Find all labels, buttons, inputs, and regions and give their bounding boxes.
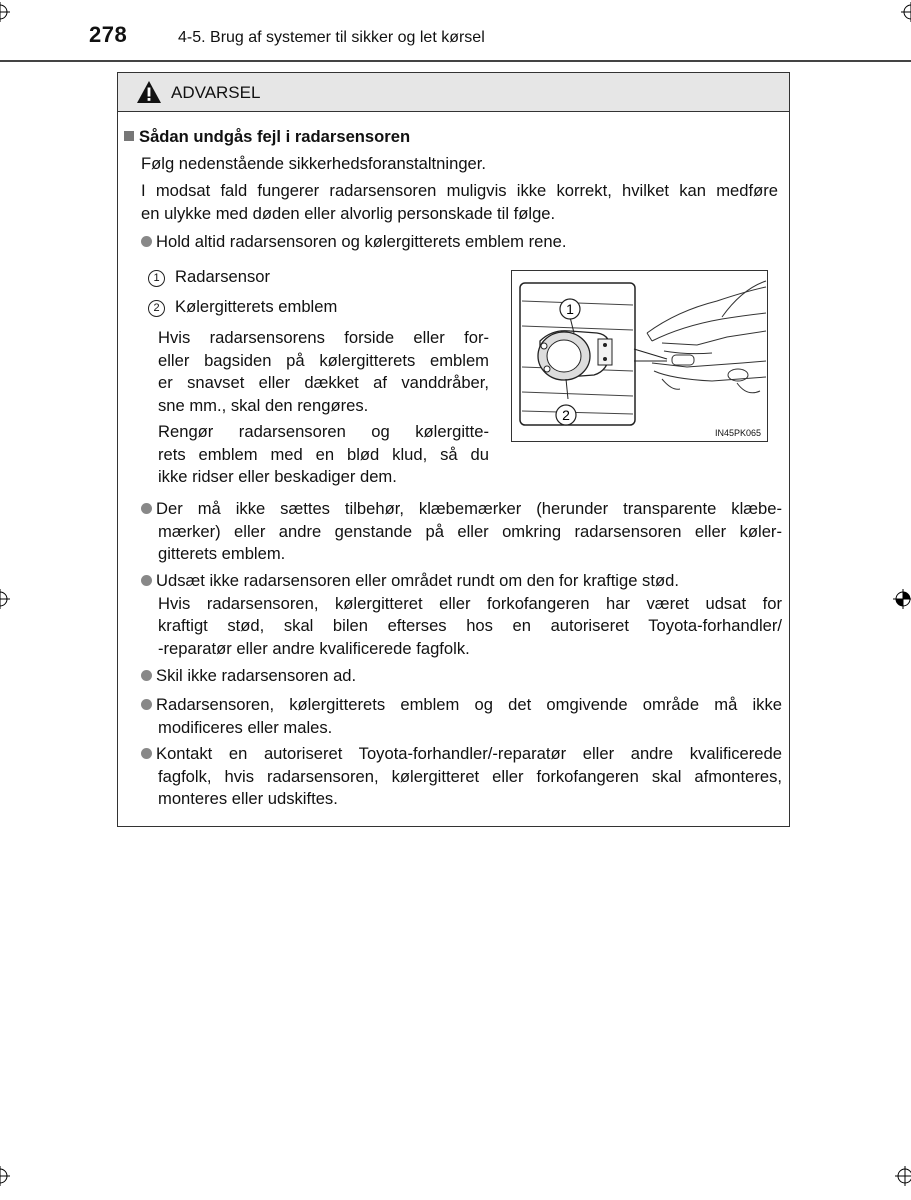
page-number: 278 xyxy=(89,22,128,47)
bullet-item: Kontakt en autoriseret Toyota-forhandler/-reparatør eller andre kvalificerede fagfolk, hvis radarsensoren, kølergitteret eller forkofangeren skal afmonteres, monteres eller udskiftes. xyxy=(141,743,782,811)
registration-mark-icon xyxy=(0,589,10,609)
section-title: 4-5. Brug af systemer til sikker og let kørsel xyxy=(178,29,485,46)
car-front-illustration xyxy=(512,271,767,441)
registration-mark-icon xyxy=(901,2,911,22)
bullet-item: Hold altid radarsensoren og kølergitterets emblem rene. xyxy=(141,231,566,254)
registration-mark-icon xyxy=(0,1166,10,1186)
registration-mark-icon xyxy=(0,2,10,22)
warning-label: ADVARSEL xyxy=(171,83,261,102)
subheading: Sådan undgås fejl i radarsensoren xyxy=(124,126,410,149)
intro-paragraph-2: I modsat fald fungerer radarsensoren muligvis ikke korrekt, hvilket kan medføre en ulykke med døden eller alvorlig personskade til følge. xyxy=(141,181,778,223)
legend-item-2: 2 Kølergitterets emblem xyxy=(148,296,337,319)
warning-header xyxy=(118,73,789,112)
bullet-item: Radarsensoren, kølergitterets emblem og det omgivende område må ikke modificeres eller males. xyxy=(141,694,782,739)
cleaning-paragraph-2: Rengør radarsensoren og kølergitte- rets emblem med en blød klud, så du ikke ridser eller beskadiger dem. xyxy=(158,422,489,487)
bullet-icon xyxy=(141,699,152,710)
warning-triangle-icon xyxy=(136,80,162,104)
bullet-item: Udsæt ikke radarsensoren eller området rundt om den for kraftige stød. Hvis radarsensoren, kølergitteret eller forkofangeren har været udsat for kraftigt stød, skal bilen efterses hos en autoriseret Toyota-forhandler/ -reparatør eller andre kvalificerede fagfolk. xyxy=(141,570,782,660)
square-bullet-icon xyxy=(124,131,134,141)
bullet-icon xyxy=(141,575,152,586)
callout-1-label: 1 xyxy=(566,301,574,317)
legend-item-1: 1 Radarsensor xyxy=(148,266,270,289)
bullet-item: Der må ikke sættes tilbehør, klæbemærker (herunder transparente klæbe- mærker) eller andre genstande på eller omkring radarsensoren eller køler- gitterets emblem. xyxy=(141,498,782,566)
bullet-icon xyxy=(141,503,152,514)
warning-box xyxy=(117,72,790,827)
bullet-item: Skil ikke radarsensoren ad. xyxy=(141,665,356,688)
registration-mark-icon xyxy=(893,589,911,609)
registration-mark-icon xyxy=(895,1166,911,1186)
bullet-icon xyxy=(141,670,152,681)
car-front-drawing xyxy=(647,281,766,393)
header-divider xyxy=(0,60,911,62)
cleaning-paragraph-1: Hvis radarsensorens forside eller for- eller bagsiden på kølergitterets emblem er snavset eller dækket af vanddråber, sne mm., skal den rengøres. xyxy=(158,328,489,415)
bullet-icon xyxy=(141,236,152,247)
callout-2-label: 2 xyxy=(562,407,570,423)
intro-paragraph-1: Følg nedenstående sikkerhedsforanstaltninger. xyxy=(141,154,486,173)
figure-code: IN45PK065 xyxy=(714,428,761,438)
bullet-icon xyxy=(141,748,152,759)
radar-sensor-illustration xyxy=(511,270,768,442)
